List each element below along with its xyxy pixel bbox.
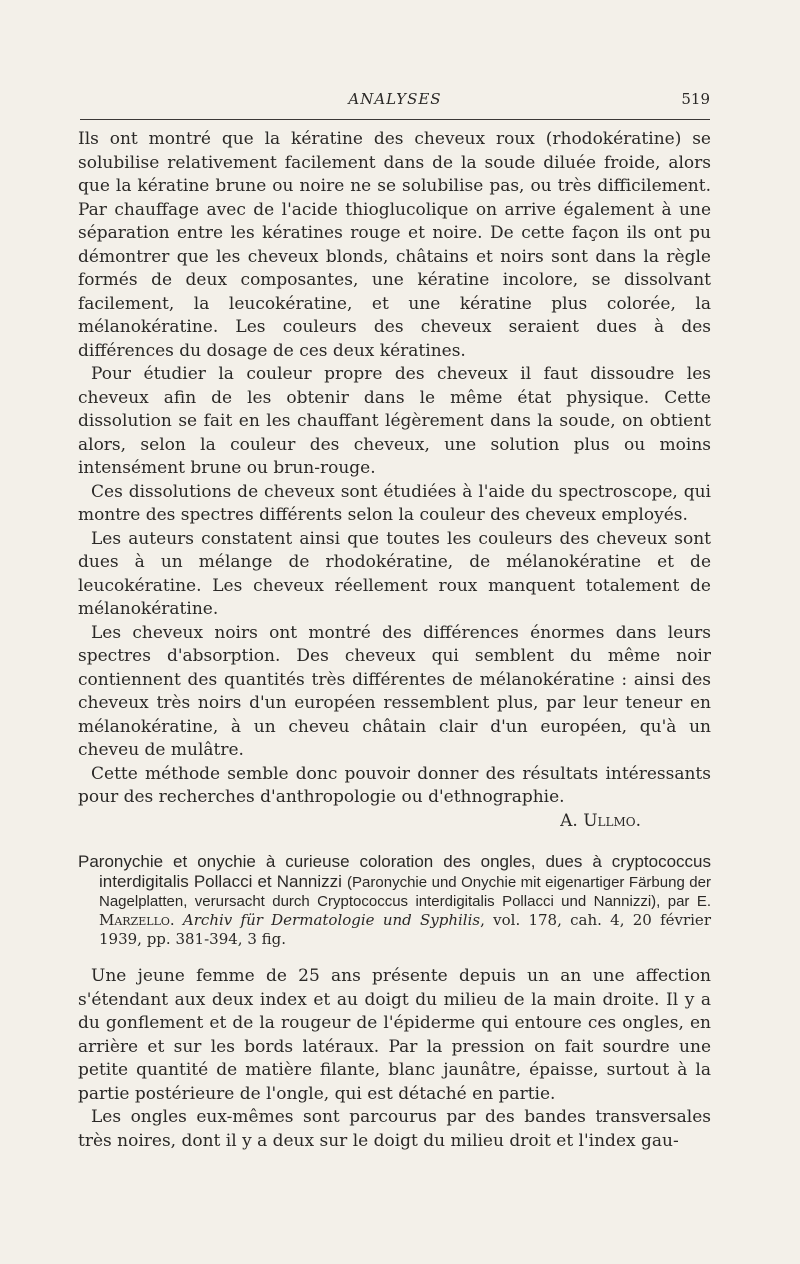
article-citation: , vol. 178, cah. 4, 20 février 1939, pp. 381-394, 3 fig. [99, 911, 711, 948]
paragraph: Ils ont montré que la kératine des cheveux roux (rhodokératine) se solubilise relativement facilement dans de la soude diluée froide, alors que la kératine brune ou noire ne se solubilise pas, ou très difficilement. Par chauffage avec de l'acide thioglucolique on arrive également à une séparation entre les kératines rouge et noire. De cette façon ils ont pu démontrer que les cheveux blonds, châtains et noirs sont dans la règle formés de deux composantes, une kératine incolore, se dissolvant facilement, la leucokératine, et une kératine plus colorée, la mélanokératine. Les couleurs des cheveux seraient dues à des différences du dosage de ces deux kératines. [78, 129, 711, 361]
article-title: Paronychie et onychie à curieuse coloration des ongles, dues à cryptococcus interdigitalis Pollacci et Nannizzi [78, 852, 711, 891]
text-body [78, 128, 711, 1153]
paragraph: Les auteurs constatent ainsi que toutes les couleurs des cheveux sont dues à un mélange de rhodokératine, de mélanokératine et de leucokératine. Les cheveux réellement roux manquent totalement de mélanokératine. [78, 528, 711, 619]
paragraph: Une jeune femme de 25 ans présente depuis un an une affection s'étendant aux deux index et au doigt du milieu de la main droite. Il y a du gonflement et de la rougeur de l'épiderme qui entoure ces ongles, en arrière et sur les bords latéraux. Par la pression on fait sourdre une petite quantité de matière filante, blanc jaunâtre, épaisse, surtout à la partie postérieure de l'ongle, qui est détaché en partie. [78, 966, 711, 1104]
header-rule [80, 119, 710, 120]
article [78, 852, 711, 1153]
running-title: ANALYSES [348, 90, 442, 108]
paragraph: Pour étudier la couleur propre des cheveux il faut dissoudre les cheveux afin de les obtenir dans le même état physique. Cette dissolution se fait en les chauffant légèrement dans la soude, on obtient alors, selon la couleur des cheveux, une solution plus ou moins intensément brune ou brun-rouge. [78, 364, 711, 478]
signature: A. Ullmo. [560, 810, 641, 831]
paragraph: Cette méthode semble donc pouvoir donner des résultats intéressants pour des recherches d'anthropologie ou d'ethnographie. [78, 763, 711, 807]
paragraph: Ces dissolutions de cheveux sont étudiées à l'aide du spectroscope, qui montre des spectres différents selon la couleur des cheveux employés. [78, 481, 711, 525]
paragraph: Les ongles eux-mêmes sont parcourus par des bandes transversales très noires, dont il y a deux sur le doigt du milieu droit et l'index gau- [78, 1107, 711, 1151]
page-number: 519 [681, 90, 710, 108]
article-journal: Archiv für Dermatologie und Syphilis [182, 911, 481, 929]
article-subtitle: (Paronychie und Onychie mit eigenartiger Färbung der Nagelplatten, verursacht durch Cryptococcus interdigitalis Pollacci und Nannizzi), par E. [99, 874, 711, 910]
paragraph: Les cheveux noirs ont montré des différences énormes dans leurs spectres d'absorption. Des cheveux qui semblent du même noir contiennent des quantités très différentes de mélanokératine : ainsi des cheveux très noirs d'un européen ressemblent plus, par leur teneur en mélanokératine, à un cheveu châtain clair d'un européen, qu'à un cheveu de mulâtre. [78, 622, 711, 760]
article-body [78, 965, 711, 1153]
article-heading: Paronychie et onychie à curieuse coloration des ongles, dues à cryptococcus interdigitalis Pollacci et Nannizzi (Paronychie und Onychie mit eigenartiger Färbung der Nagelplatten, verursacht durch Cryptococcus interdigitalis Pollacci und Nannizzi), par E. Marzello. Archiv für Dermatologie und Syphilis, vol. 178, cah. 4, 20 février 1939, pp. 381-394, 3 fig. [78, 852, 711, 948]
article-author: Marzello [99, 911, 170, 929]
page-header [80, 88, 710, 118]
